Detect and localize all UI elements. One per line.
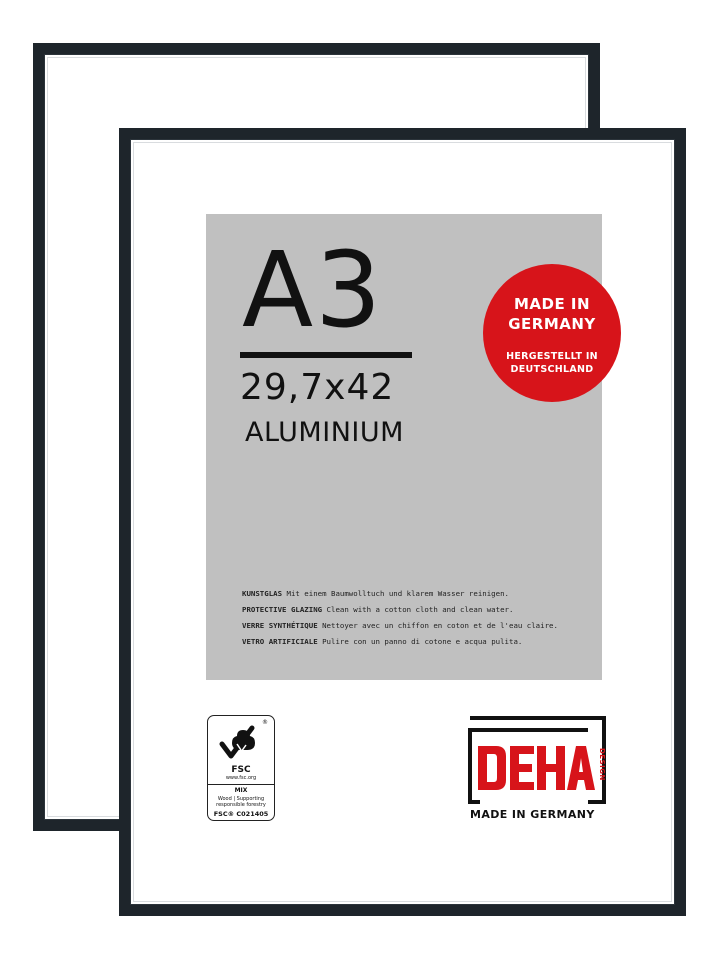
care-line-fr: [242, 618, 592, 634]
paper-size-title: A3: [242, 229, 384, 351]
badge-main-text: [483, 294, 621, 334]
dimensions-text: 29,7x42: [240, 367, 395, 408]
made-in-germany-badge: [483, 264, 621, 402]
title-underline: [240, 352, 412, 358]
badge-sub-line-1: HERGESTELLT IN: [506, 351, 598, 362]
fsc-registered-mark: ®: [262, 719, 268, 726]
fsc-tree-check-icon: [218, 722, 264, 766]
care-text: Mit einem Baumwolltuch und klarem Wasser reinigen.: [286, 589, 509, 598]
fsc-code: FSC® C021405: [213, 810, 269, 818]
fsc-claim-line-2: responsible forestry: [216, 802, 266, 808]
brand-tagline: MADE IN GERMANY: [470, 808, 595, 821]
fsc-url: www.fsc.org: [225, 775, 257, 781]
material-text: ALUMINIUM: [245, 417, 404, 448]
care-text: Clean with a cotton cloth and clean water.: [326, 605, 514, 614]
care-instructions: [242, 586, 592, 650]
care-line-it: [242, 634, 592, 650]
fsc-claim: [210, 796, 272, 808]
care-text: Pulire con un panno di cotone e acqua pulita.: [322, 637, 523, 646]
svg-text:DESIGN: DESIGN: [598, 748, 606, 781]
deha-design-logo: [470, 716, 604, 806]
fsc-name: FSC: [231, 765, 251, 775]
badge-sub-line-2: DEUTSCHLAND: [510, 364, 594, 375]
badge-sub-text: [483, 350, 621, 376]
care-label: KUNSTGLAS: [242, 589, 283, 598]
fsc-claim-line-1: Wood | Supporting: [217, 796, 265, 802]
badge-line-1: MADE IN: [513, 295, 591, 313]
fsc-label: [207, 715, 275, 821]
care-line-de: [242, 586, 592, 602]
care-label: VETRO ARTIFICIALE: [242, 637, 318, 646]
care-text: Nettoyer avec un chiffon en coton et de l'eau claire.: [322, 621, 558, 630]
fsc-mix: MIX: [208, 784, 274, 794]
care-label: VERRE SYNTHÉTIQUE: [242, 621, 318, 630]
care-label: PROTECTIVE GLAZING: [242, 605, 323, 614]
care-line-en: [242, 602, 592, 618]
badge-line-2: GERMANY: [508, 315, 596, 333]
